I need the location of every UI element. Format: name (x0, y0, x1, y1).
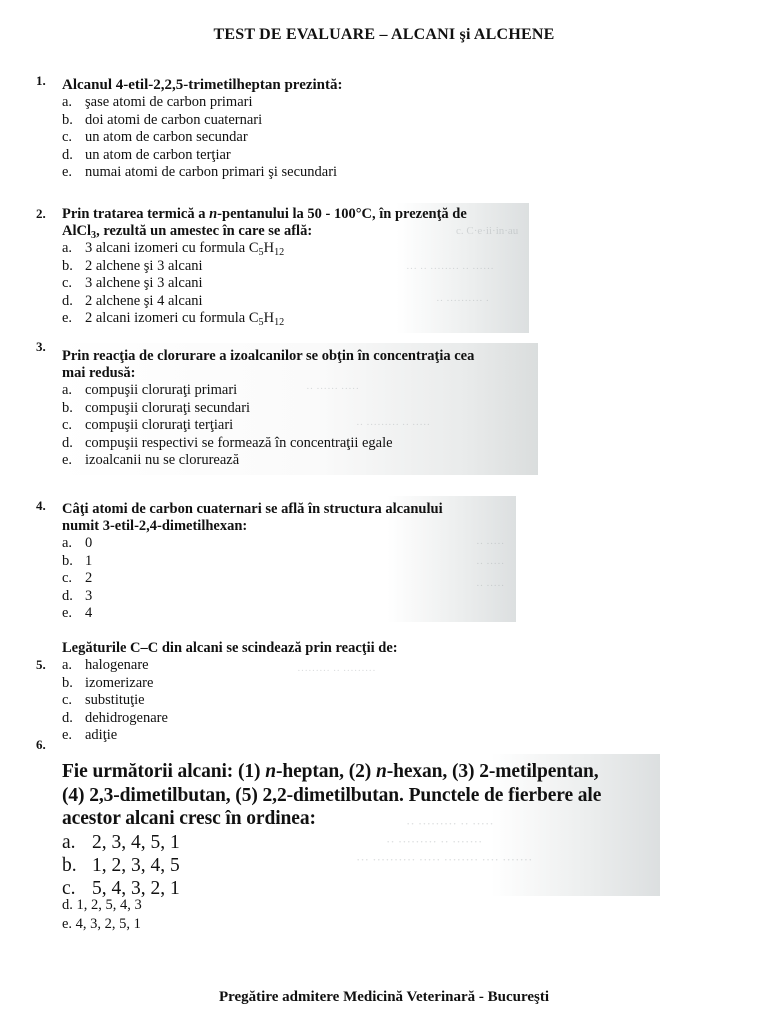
scan-bleed-through: ·· ······ ····· (306, 383, 360, 395)
stem-text: Prin tratarea termică a (62, 206, 210, 222)
question-4-option-d (62, 588, 517, 606)
option-text: 0 (85, 535, 93, 551)
question-4-option-e (62, 605, 517, 623)
question-5-number: 5. (36, 657, 46, 672)
question-4-number: 4. (36, 498, 46, 513)
question-3-option-c (62, 417, 540, 435)
option-letter: d. (62, 146, 73, 163)
question-3-option-b (62, 400, 540, 418)
scan-bleed-through: ·· ····· (476, 558, 505, 570)
option-letter: c. (62, 692, 73, 708)
question-6 (62, 760, 662, 900)
scan-bleed-through: ·· ····· (476, 538, 505, 550)
option-text: 4 (85, 605, 93, 621)
question-6-option-e: e. 4, 3, 2, 5, 1 (62, 916, 141, 932)
question-3-option-e (62, 452, 540, 470)
question-2-option-d (62, 293, 532, 311)
question-4 (62, 501, 517, 623)
question-6-stem-line-3: acestor alcani cresc în ordinea: (62, 808, 316, 829)
question-5-stem: Legăturile C–C din alcani se scindează prin reacţii de: (62, 640, 398, 656)
question-5-option-e (62, 727, 502, 745)
scan-bleed-through: ·· ·········· · (436, 295, 490, 307)
question-3 (62, 348, 540, 470)
question-2-option-e (62, 310, 532, 328)
option-letter: c. (62, 417, 73, 433)
scan-bleed-through: c. C·e·ii·in·au (456, 225, 519, 237)
option-letter: c. (62, 275, 73, 291)
option-text: 3 (85, 587, 93, 604)
question-2-stem-line-1 (62, 206, 532, 223)
option-letter: a. (62, 657, 73, 673)
scan-bleed-through: ·· ········· ·· ······· (386, 834, 483, 849)
question-3-stem-line-2: mai redusă: (62, 365, 136, 381)
option-text: 1 (85, 552, 93, 569)
option-text: 5, 4, 3, 2, 1 (92, 877, 180, 899)
option-text: H (263, 240, 275, 256)
subscript: 12 (274, 247, 285, 258)
question-2-stem-line-2 (62, 223, 532, 240)
question-2-scan (56, 203, 529, 333)
question-4-option-a (62, 535, 517, 553)
page-footer: Pregătire admitere Medicină Veterinară - Bucureşti (218, 989, 550, 1005)
question-6-scan (56, 754, 660, 899)
question-5-option-c (62, 692, 502, 710)
option-letter: e. (62, 452, 73, 468)
option-letter: b. (62, 674, 73, 691)
option-letter: e. (62, 605, 73, 621)
option-text: 2 alchene şi 3 alcani (85, 257, 203, 274)
question-1-option-a (62, 94, 482, 112)
question-6-stem-line-2: (4) 2,3-dimetilbutan, (5) 2,2-dimetilbutan. Punctele de fierbere ale (62, 784, 602, 806)
question-1-option-d (62, 147, 482, 165)
scan-bleed-through: ·· ····· (476, 580, 505, 592)
question-4-scan (56, 496, 516, 622)
scan-bleed-through: ·· ········· ·· ····· (406, 816, 494, 831)
option-letter: e. (62, 310, 73, 326)
question-3-option-a (62, 382, 540, 400)
option-letter: c. (62, 877, 76, 899)
question-2-option-a (62, 240, 532, 258)
option-text: un atom de carbon terţiar (85, 146, 231, 163)
question-1-option-e (62, 164, 482, 182)
option-text: compuşii cloruraţi secundari (85, 399, 251, 416)
option-letter: a. (62, 94, 73, 110)
question-2-option-c (62, 275, 532, 293)
option-letter: d. (62, 587, 73, 604)
question-2-option-b (62, 258, 532, 276)
option-text: doi atomi de carbon cuaternari (85, 111, 263, 128)
question-5-option-d (62, 710, 502, 728)
stem-text: AlCl (62, 223, 91, 239)
option-text: 2 alcani izomeri cu formula C (85, 310, 259, 326)
option-text: 2 (85, 570, 93, 586)
stem-italic-n: n (265, 761, 276, 782)
option-letter: a. (62, 382, 73, 398)
question-4-stem-line-2: numit 3-etil-2,4-dimetilhexan: (62, 518, 248, 534)
page-title: TEST DE EVALUARE – ALCANI şi ALCHENE (213, 26, 555, 43)
question-6-number: 6. (36, 737, 46, 752)
question-3-stem-line-1: Prin reacţia de clorurare a izoalcanilor se obţin în concentraţia cea (62, 348, 475, 364)
stem-italic-n: n (209, 206, 218, 222)
question-5-option-a (62, 657, 502, 675)
option-text: compuşii cloruraţi terţiari (85, 417, 234, 433)
option-letter: d. (62, 292, 73, 309)
question-6-option-a (62, 831, 662, 854)
subscript: 5 (258, 247, 264, 258)
scan-bleed-through: ········· ·· ········· (297, 665, 376, 677)
option-letter: c. (62, 129, 73, 145)
stem-italic-n: n (375, 761, 387, 782)
question-1-option-c (62, 129, 482, 147)
option-text: izomerizare (85, 674, 154, 691)
option-text: compuşii respectivi se formează în concentraţii egale (85, 434, 393, 451)
question-4-option-b (62, 553, 517, 571)
option-text: 2 alchene şi 4 alcani (85, 292, 203, 309)
option-letter: b. (62, 854, 77, 876)
option-letter: b. (62, 399, 73, 416)
question-6-option-b (62, 854, 662, 877)
question-4-stem-line-1: Câţi atomi de carbon cuaternari se află în structura alcanului (62, 501, 443, 517)
question-5-option-b (62, 675, 502, 693)
question-2-number: 2. (36, 206, 46, 221)
question-3-scan (56, 343, 538, 475)
question-1-number: 1. (36, 73, 46, 88)
question-1-option-b (62, 112, 482, 130)
question-1 (62, 77, 482, 182)
scan-bleed-through: ·· ········· ·· ····· (356, 419, 431, 431)
question-6-stem-line-1 (62, 760, 662, 784)
stem-text: -hexan, (3) 2-metilpentan, (386, 761, 599, 782)
option-text: compuşii cloruraţi primari (85, 382, 238, 398)
option-text: 3 alcani izomeri cu formula C (85, 240, 259, 256)
option-letter: a. (62, 831, 76, 853)
question-3-option-d (62, 435, 540, 453)
option-text: substituţie (85, 692, 145, 708)
option-letter: e. (62, 164, 73, 180)
subscript: 3 (91, 230, 97, 241)
question-4-option-c (62, 570, 517, 588)
stem-text: -heptan, (2) (275, 761, 376, 782)
option-text: izoalcanii nu se clorurează (85, 452, 240, 468)
option-letter: e. (62, 727, 73, 743)
stem-text: -pentanului la 50 - 100°C, în prezenţă de (217, 206, 467, 222)
option-text: 2, 3, 4, 5, 1 (92, 831, 180, 853)
question-2 (62, 206, 532, 328)
option-text: H (263, 310, 275, 326)
scan-bleed-through: ··· ·········· ····· ········ ···· ······· (356, 852, 533, 867)
question-6-typed-options (62, 896, 362, 934)
question-6-option-d: d. 1, 2, 5, 4, 3 (62, 897, 142, 913)
option-letter: a. (62, 535, 73, 551)
option-letter: b. (62, 257, 73, 274)
option-text: dehidrogenare (85, 709, 168, 726)
stem-text: Fie următorii alcani: (1) (62, 761, 266, 782)
question-5 (62, 640, 502, 745)
option-text: 3 alchene şi 3 alcani (85, 275, 203, 291)
option-letter: a. (62, 240, 73, 256)
option-letter: d. (62, 709, 73, 726)
option-letter: b. (62, 111, 73, 128)
option-text: adiţie (85, 727, 118, 743)
option-letter: b. (62, 552, 73, 569)
option-letter: d. (62, 434, 73, 451)
subscript: 12 (274, 317, 285, 328)
option-text: un atom de carbon secundar (85, 129, 248, 145)
subscript: 5 (258, 317, 264, 328)
option-text: şase atomi de carbon primari (85, 94, 253, 110)
question-3-number: 3. (36, 339, 46, 354)
option-text: 1, 2, 3, 4, 5 (92, 854, 180, 876)
question-1-stem: Alcanul 4-etil-2,2,5-trimetilheptan prezintă: (62, 77, 343, 93)
option-text: numai atomi de carbon primari şi secundari (85, 164, 338, 180)
stem-text: , rezultă un amestec în care se află: (96, 223, 313, 239)
scan-bleed-through: ··· ·· ········ ·· ······ (406, 263, 494, 275)
option-letter: c. (62, 570, 73, 586)
option-text: halogenare (85, 657, 149, 673)
